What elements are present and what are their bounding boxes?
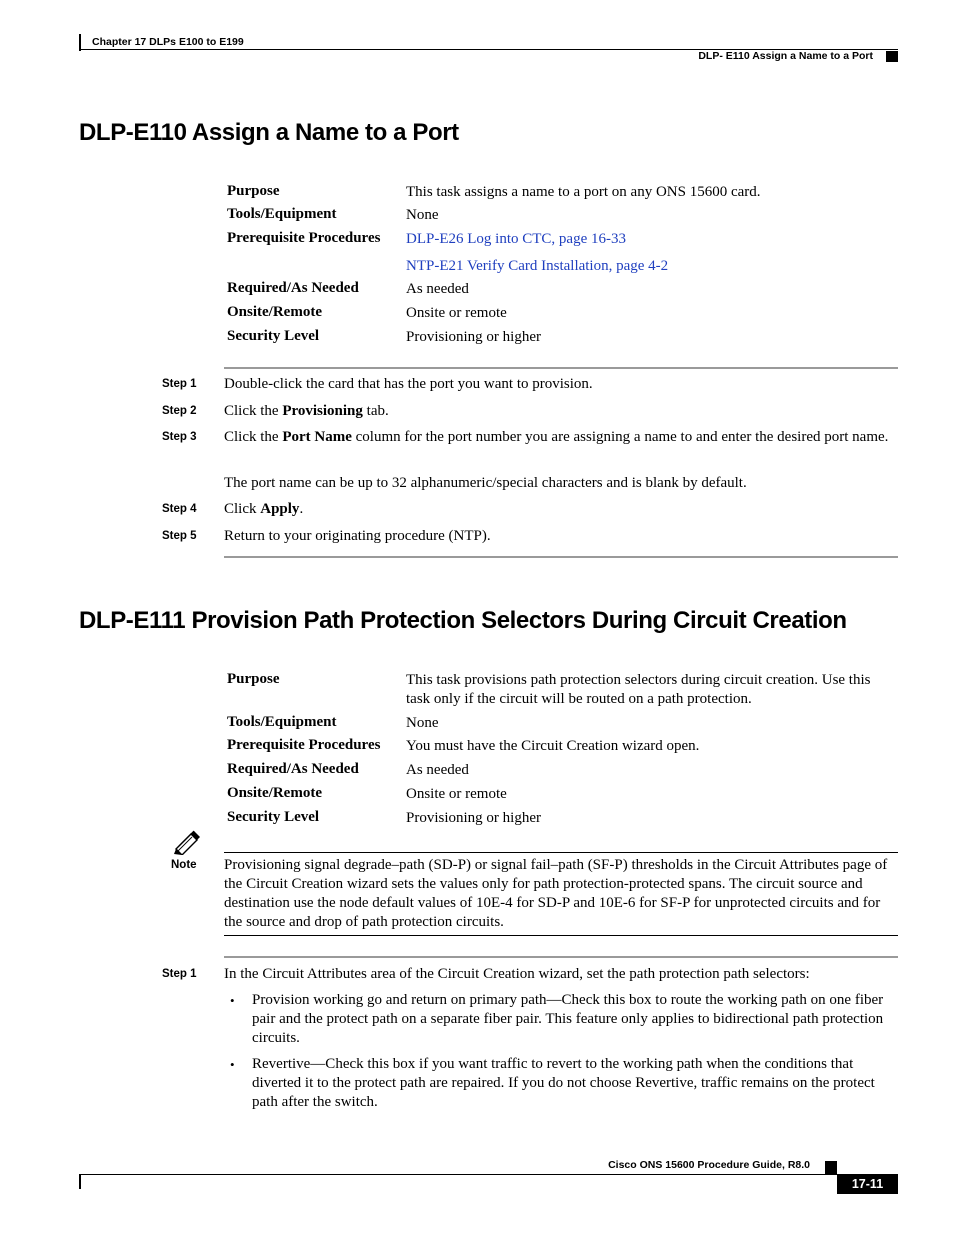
- step-text: Double-click the card that has the port you want to provision.: [224, 376, 593, 392]
- info-label: Purpose: [227, 671, 280, 687]
- note-top-rule: [224, 852, 898, 853]
- ui-term-port-name: Port Name: [282, 429, 352, 445]
- info-value: This task provisions path protection selectors during circuit creation. Use this task only if the circuit will be routed on a path protection.: [406, 672, 871, 707]
- info-label: Tools/Equipment: [227, 714, 337, 730]
- info-value: None: [406, 207, 439, 223]
- page-number-box: [837, 1175, 898, 1194]
- info-value: This task assigns a name to a port on any ONS 15600 card.: [406, 184, 761, 200]
- footer-rule: [79, 1174, 898, 1175]
- footer-left-bar: [79, 1174, 81, 1189]
- section-title-dlp-e110: DLP-E110 Assign a Name to a Port: [79, 119, 459, 146]
- steps-top-rule: [224, 367, 898, 369]
- info-label: Prerequisite Procedures: [227, 230, 381, 246]
- info-value: As needed: [406, 762, 469, 778]
- step-label: Step 1: [162, 378, 197, 390]
- info-value: You must have the Circuit Creation wizard open.: [406, 738, 700, 754]
- info-value: As needed: [406, 281, 469, 297]
- info-value: Provisioning or higher: [406, 810, 541, 826]
- header-black-tab: [886, 51, 898, 62]
- link-dlp-e26[interactable]: DLP-E26 Log into CTC, page 16-33: [406, 231, 626, 247]
- note-bottom-rule: [224, 935, 898, 936]
- step-text: Click Apply.: [224, 501, 304, 517]
- note-text: Provisioning signal degrade–path (SD-P) or signal fail–path (SF-P) thresholds in the Circuit Attributes page of the Circuit Creation wizard sets the values only for path protection-protected spans. The circuit source and destination use the node default values of 10E-4 for SD-P and 10E-6 for SF-P for unprotected circuits and for the source and drop of path protection circuits.: [224, 857, 888, 930]
- info-label: Prerequisite Procedures: [227, 737, 381, 753]
- running-header-chapter: Chapter 17 DLPs E100 to E199: [92, 36, 244, 48]
- footer-black-tab: [825, 1161, 837, 1174]
- step-note-text: The port name can be up to 32 alphanumeric/special characters and is blank by default.: [224, 475, 747, 491]
- info-label: Purpose: [227, 183, 280, 199]
- ui-term-apply: Apply: [260, 501, 300, 517]
- info-value: Onsite or remote: [406, 305, 507, 321]
- running-header-section: DLP- E110 Assign a Name to a Port: [698, 50, 873, 62]
- info-value: None: [406, 715, 439, 731]
- info-label: Required/As Needed: [227, 761, 359, 777]
- steps-bottom-rule: [224, 556, 898, 558]
- info-label: Tools/Equipment: [227, 206, 337, 222]
- note-label: Note: [171, 859, 197, 871]
- step-label: Step 3: [162, 431, 197, 443]
- info-value: Onsite or remote: [406, 786, 507, 802]
- step-text: In the Circuit Attributes area of the Circuit Creation wizard, set the path protection path selectors:: [224, 966, 810, 982]
- info-label: Security Level: [227, 809, 320, 825]
- info-value: Provisioning or higher: [406, 329, 541, 345]
- info-label: Onsite/Remote: [227, 785, 322, 801]
- bullet-text: Provision working go and return on primary path—Check this box to route the working path on one fiber pair and the protect path on a separate fiber pair. This feature only applies to bidirectional path protection circuits.: [252, 992, 884, 1046]
- step-text: Return to your originating procedure (NTP).: [224, 528, 491, 544]
- ui-term-provisioning: Provisioning: [282, 403, 363, 419]
- step-label: Step 4: [162, 503, 197, 515]
- section-title-dlp-e111: DLP-E111 Provision Path Protection Selectors During Circuit Creation: [79, 607, 847, 634]
- step-text: Click the Port Name column for the port number you are assigning a name to and enter the desired port name.: [224, 429, 889, 445]
- step-label: Step 5: [162, 530, 197, 542]
- bullet-icon: •: [230, 993, 235, 1008]
- step-text: Click the Provisioning tab.: [224, 403, 389, 419]
- info-label: Security Level: [227, 328, 320, 344]
- page-number: 17-11: [851, 1177, 884, 1191]
- step-label: Step 2: [162, 405, 197, 417]
- step-label: Step 1: [162, 968, 197, 980]
- steps-top-rule-2: [224, 956, 898, 958]
- link-ntp-e21[interactable]: NTP-E21 Verify Card Installation, page 4-2: [406, 258, 669, 274]
- bullet-icon: •: [230, 1057, 235, 1072]
- footer-guide-title: Cisco ONS 15600 Procedure Guide, R8.0: [608, 1159, 810, 1171]
- info-label: Required/As Needed: [227, 280, 359, 296]
- pencil-icon: [172, 829, 202, 855]
- info-label: Onsite/Remote: [227, 304, 322, 320]
- bullet-text: Revertive—Check this box if you want traffic to revert to the working path when the conditions that diverted it to the protect path are repaired. If you do not choose Revertive, traffic remains on the protect path after the switch.: [252, 1056, 875, 1110]
